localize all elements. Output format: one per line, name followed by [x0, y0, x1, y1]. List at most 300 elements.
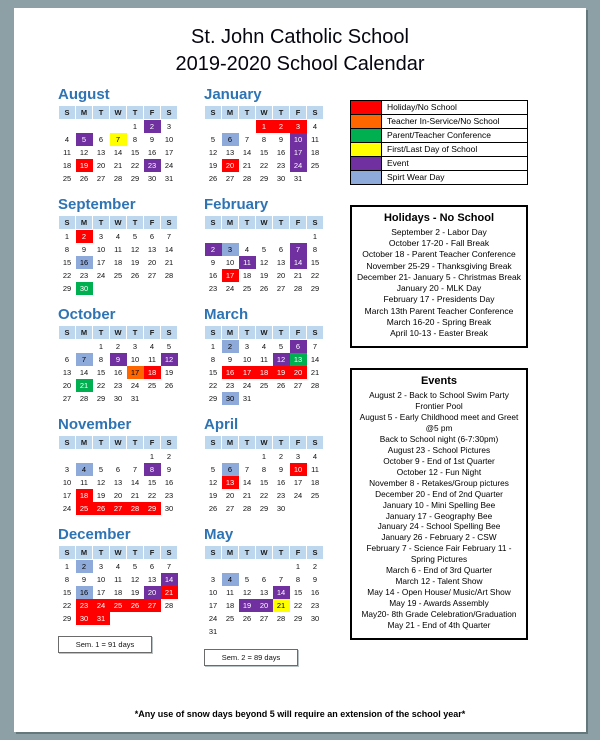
- day-cell: 6: [261, 575, 267, 584]
- day-cell: 3: [98, 562, 104, 571]
- day-cell: 15: [96, 368, 106, 377]
- day-cell: 13: [96, 148, 106, 157]
- day-cell: [222, 450, 239, 464]
- week-row: [59, 159, 178, 172]
- day-cell: 31: [130, 394, 140, 403]
- day-cell: 5: [132, 562, 138, 571]
- day-cell-periwinkle: 2: [76, 560, 93, 574]
- day-cell-periwinkle: 16: [76, 586, 93, 599]
- day-cell: [256, 230, 273, 244]
- day-cell: 28: [164, 601, 174, 610]
- day-cell: 3: [98, 232, 104, 241]
- day-cell-red: 25: [76, 502, 93, 515]
- month-grid: [204, 435, 324, 515]
- day-cell-purple: 8: [144, 463, 161, 476]
- day-cell-red: 20: [290, 366, 307, 379]
- day-cell: 21: [113, 161, 123, 170]
- holiday-line: February 17 - Presidents Day: [383, 294, 495, 305]
- day-cell: 11: [114, 575, 122, 584]
- weekday-header: F: [144, 546, 161, 560]
- day-cell: 28: [310, 381, 320, 390]
- week-row: [59, 573, 178, 586]
- day-cell: 15: [293, 588, 303, 597]
- month-grid: [204, 325, 324, 405]
- day-cell: 18: [242, 271, 252, 280]
- holidays-box-title: Holidays - No School: [383, 212, 494, 224]
- day-cell: 9: [149, 135, 155, 144]
- event-line: December 20 - End of 2nd Quarter: [375, 488, 503, 499]
- week-row: [205, 282, 324, 295]
- weekday-header-row: [59, 106, 178, 120]
- weekday-header: M: [222, 546, 239, 560]
- weekday-header-row: [205, 546, 324, 560]
- event-line: January 10 - Mini Spelling Bee: [382, 499, 496, 510]
- day-cell: 12: [208, 478, 218, 487]
- day-cell: [307, 625, 324, 638]
- day-cell: 15: [259, 478, 269, 487]
- day-cell: 28: [79, 394, 89, 403]
- legend-label: Holiday/No School: [387, 102, 457, 112]
- day-cell: 23: [276, 491, 286, 500]
- day-cell: [239, 120, 256, 134]
- day-cell: 15: [62, 258, 72, 267]
- day-cell-red: 25: [110, 599, 127, 612]
- day-cell: 16: [276, 478, 286, 487]
- school-name: St. John Catholic School: [191, 26, 409, 48]
- day-cell-periwinkle: 4: [222, 573, 239, 586]
- semester-2-days: Sem. 2 = 89 days: [204, 649, 298, 666]
- day-cell: 15: [310, 258, 320, 267]
- day-cell-red: 19: [76, 159, 93, 172]
- day-cell-periwinkle: 4: [76, 463, 93, 476]
- week-row: [205, 502, 324, 515]
- day-cell: 13: [62, 368, 72, 377]
- weekday-header: M: [76, 106, 93, 120]
- day-cell: [127, 450, 144, 464]
- weekday-header: W: [256, 436, 273, 450]
- day-cell: 12: [130, 575, 140, 584]
- day-cell: 8: [261, 465, 267, 474]
- weekday-header: T: [93, 436, 110, 450]
- holiday-line: December 21- January 5 - Christmas Break: [357, 271, 521, 282]
- day-cell: 24: [225, 284, 235, 293]
- day-cell-red: 28: [127, 502, 144, 515]
- day-cell: 8: [210, 355, 216, 364]
- day-cell: 22: [310, 271, 320, 280]
- day-cell: 7: [244, 135, 250, 144]
- day-cell: [239, 230, 256, 244]
- day-cell-red: 17: [222, 269, 239, 282]
- weekday-header-row: [59, 546, 178, 560]
- weekday-header: T: [273, 216, 290, 230]
- day-cell: 8: [64, 575, 70, 584]
- weekday-header: S: [307, 546, 324, 560]
- day-cell: 14: [79, 368, 89, 377]
- day-cell: [110, 450, 127, 464]
- week-row: [205, 573, 324, 586]
- week-row: [59, 489, 178, 502]
- day-cell: 14: [242, 148, 252, 157]
- weekday-header-row: [59, 436, 178, 450]
- day-cell: 22: [96, 381, 106, 390]
- day-cell: [273, 560, 290, 574]
- day-cell-yellow: 21: [273, 599, 290, 612]
- day-cell: [256, 560, 273, 574]
- day-cell: 26: [79, 174, 89, 183]
- weekday-header: S: [59, 216, 76, 230]
- day-cell-red: 21: [161, 586, 178, 599]
- day-cell-green: 30: [76, 282, 93, 295]
- day-cell: 2: [278, 452, 284, 461]
- orange-color-swatch: [351, 115, 382, 128]
- day-cell-red: 30: [76, 612, 93, 625]
- weekday-header: M: [222, 436, 239, 450]
- day-cell: 30: [113, 394, 123, 403]
- weekday-header: S: [205, 326, 222, 340]
- day-cell: 27: [225, 504, 235, 513]
- day-cell-purple: 24: [290, 159, 307, 172]
- day-cell: 24: [164, 161, 174, 170]
- weekday-header: S: [307, 436, 324, 450]
- day-cell-red: 26: [127, 599, 144, 612]
- legend-label: First/Last Day of School: [387, 144, 478, 154]
- day-cell: [161, 392, 178, 405]
- day-cell: [161, 282, 178, 295]
- day-cell: [59, 120, 76, 134]
- day-cell-red: 26: [93, 502, 110, 515]
- month-november: [58, 416, 180, 515]
- week-row: [59, 340, 178, 354]
- weekday-header: T: [273, 326, 290, 340]
- legend-row: [351, 129, 527, 143]
- day-cell: 14: [310, 355, 320, 364]
- day-cell: 20: [62, 381, 72, 390]
- weekday-header: M: [222, 216, 239, 230]
- weekday-header-row: [205, 436, 324, 450]
- day-cell: 4: [149, 342, 155, 351]
- day-cell: 4: [261, 342, 267, 351]
- weekday-header: W: [256, 106, 273, 120]
- day-cell: 31: [208, 627, 218, 636]
- month-august: [58, 86, 180, 185]
- day-cell: 9: [278, 135, 284, 144]
- weekday-header-row: [59, 326, 178, 340]
- day-cell: 22: [62, 271, 72, 280]
- month-title: January: [204, 86, 262, 103]
- weekday-header: S: [307, 216, 324, 230]
- day-cell: [222, 560, 239, 574]
- event-line: January 17 - Geography Bee: [385, 510, 493, 521]
- day-cell: 16: [164, 478, 174, 487]
- day-cell: 4: [312, 452, 318, 461]
- day-cell-red: 24: [93, 599, 110, 612]
- day-cell: [256, 625, 273, 638]
- day-cell: 1: [149, 452, 155, 461]
- day-cell: 25: [259, 381, 269, 390]
- day-cell-red: 18: [76, 489, 93, 502]
- day-cell: 1: [312, 232, 318, 241]
- day-cell: 13: [259, 588, 269, 597]
- weekday-header: F: [144, 436, 161, 450]
- day-cell: 17: [96, 588, 106, 597]
- day-cell: 8: [312, 245, 318, 254]
- weekday-header: W: [110, 436, 127, 450]
- week-row: [59, 366, 178, 379]
- month-title: September: [58, 196, 136, 213]
- day-cell: 15: [208, 368, 218, 377]
- day-cell: 25: [113, 271, 123, 280]
- week-row: [59, 502, 178, 515]
- day-cell: 5: [278, 342, 284, 351]
- day-cell: 18: [225, 601, 235, 610]
- day-cell: 16: [310, 588, 320, 597]
- day-cell: 1: [64, 232, 70, 241]
- months-column-left: [58, 86, 180, 666]
- day-cell: 10: [164, 135, 174, 144]
- weekday-header: M: [76, 546, 93, 560]
- day-cell-periwinkle: 2: [222, 340, 239, 354]
- day-cell: [59, 450, 76, 464]
- yellow-color-swatch: [351, 143, 382, 156]
- weekday-header: F: [290, 106, 307, 120]
- event-line: August 23 - School Pictures: [387, 444, 491, 455]
- day-cell: 11: [114, 245, 122, 254]
- day-cell: 13: [225, 148, 235, 157]
- day-cell: 21: [242, 161, 252, 170]
- legend-row: [351, 157, 527, 171]
- day-cell: 13: [147, 245, 157, 254]
- day-cell: 7: [278, 575, 284, 584]
- day-cell-purple: 10: [290, 133, 307, 146]
- weekday-header: S: [59, 436, 76, 450]
- weekday-header: T: [239, 106, 256, 120]
- holiday-line: March 16-20 - Spring Break: [386, 316, 492, 327]
- month-grid: [204, 215, 324, 295]
- event-line: May 14 - Open House/ Music/Art Show: [367, 587, 511, 598]
- holiday-line: April 10-13 - Easter Break: [390, 327, 488, 338]
- weekday-header: S: [205, 436, 222, 450]
- weekday-header: T: [239, 326, 256, 340]
- weekday-header: T: [127, 216, 144, 230]
- day-cell: [205, 230, 222, 244]
- week-row: [205, 586, 324, 599]
- day-cell: 8: [132, 135, 138, 144]
- weekday-header: S: [59, 106, 76, 120]
- day-cell: 10: [62, 478, 72, 487]
- day-cell: 15: [259, 148, 269, 157]
- day-cell: [307, 172, 324, 185]
- day-cell: 30: [310, 614, 320, 623]
- day-cell: 27: [147, 271, 157, 280]
- weekday-header: S: [161, 216, 178, 230]
- day-cell: 14: [164, 245, 174, 254]
- weekday-header: T: [127, 326, 144, 340]
- holiday-line: November 25-29 - Thanksgiving Break: [366, 260, 512, 271]
- day-cell: 2: [312, 562, 318, 571]
- day-cell: 30: [147, 174, 157, 183]
- day-cell: 5: [98, 465, 104, 474]
- day-cell: [93, 282, 110, 295]
- weekday-header: W: [256, 216, 273, 230]
- day-cell: 20: [225, 491, 235, 500]
- day-cell: 7: [244, 465, 250, 474]
- day-cell: 2: [115, 342, 121, 351]
- day-cell: 20: [113, 491, 123, 500]
- day-cell-purple: 2: [205, 243, 222, 256]
- week-row: [205, 463, 324, 476]
- month-april: [204, 416, 326, 515]
- day-cell: 26: [208, 504, 218, 513]
- day-cell: 9: [81, 245, 87, 254]
- day-cell: 22: [259, 491, 269, 500]
- month-october: [58, 306, 180, 405]
- day-cell-orange: 17: [127, 366, 144, 379]
- holiday-line: September 2 - Labor Day: [391, 227, 487, 237]
- day-cell: 29: [62, 614, 72, 623]
- event-line: October 9 - End of 1st Quarter: [383, 455, 495, 466]
- event-line: March 12 - Talent Show: [395, 576, 483, 587]
- weekday-header-row: [205, 326, 324, 340]
- event-line: January 24 - School Spelling Bee: [377, 521, 501, 532]
- day-cell: 20: [147, 258, 157, 267]
- day-cell: [205, 560, 222, 574]
- day-cell-purple: 14: [273, 586, 290, 599]
- weekday-header: T: [239, 216, 256, 230]
- day-cell: 26: [208, 174, 218, 183]
- day-cell-periwinkle: 7: [76, 353, 93, 366]
- day-cell: 1: [98, 342, 104, 351]
- day-cell: 15: [130, 148, 140, 157]
- day-cell: 29: [259, 174, 269, 183]
- week-row: [205, 133, 324, 146]
- day-cell: [110, 282, 127, 295]
- week-row: [59, 379, 178, 392]
- legend-row: [351, 115, 527, 129]
- week-row: [205, 120, 324, 134]
- day-cell: 22: [208, 381, 218, 390]
- weekday-header: W: [256, 546, 273, 560]
- weekday-header: T: [273, 106, 290, 120]
- day-cell: 9: [166, 465, 172, 474]
- day-cell: 21: [310, 368, 320, 377]
- day-cell: [273, 625, 290, 638]
- day-cell: 19: [259, 271, 269, 280]
- month-march: [204, 306, 326, 405]
- month-grid: [58, 545, 178, 625]
- week-row: [59, 243, 178, 256]
- legend-label: Teacher In-Service/No School: [387, 116, 500, 126]
- weekday-header: T: [93, 216, 110, 230]
- day-cell: 3: [132, 342, 138, 351]
- day-cell: 17: [62, 491, 72, 500]
- day-cell: 25: [310, 491, 320, 500]
- legend-row: [351, 143, 527, 157]
- day-cell: 31: [293, 174, 303, 183]
- day-cell: 23: [208, 284, 218, 293]
- legend-label: Event: [387, 158, 409, 168]
- weekday-header: T: [127, 436, 144, 450]
- week-row: [59, 392, 178, 405]
- day-cell: 21: [293, 271, 303, 280]
- green-color-swatch: [351, 129, 382, 142]
- day-cell: [307, 502, 324, 515]
- weekday-header: S: [307, 326, 324, 340]
- day-cell-red: 27: [144, 599, 161, 612]
- day-cell: 15: [147, 478, 157, 487]
- week-row: [205, 476, 324, 489]
- day-cell-red: 1: [256, 120, 273, 134]
- day-cell: 16: [276, 148, 286, 157]
- events-box: [350, 368, 528, 640]
- weekday-header: T: [273, 546, 290, 560]
- day-cell: 3: [244, 342, 250, 351]
- week-row: [205, 366, 324, 379]
- day-cell: 24: [208, 614, 218, 623]
- day-cell: [290, 230, 307, 244]
- day-cell: 7: [132, 465, 138, 474]
- day-cell: [76, 120, 93, 134]
- day-cell: 28: [242, 504, 252, 513]
- month-title: March: [204, 306, 249, 323]
- weekday-header: W: [110, 216, 127, 230]
- weekday-header: W: [256, 326, 273, 340]
- day-cell: 8: [98, 355, 104, 364]
- day-cell: [93, 450, 110, 464]
- day-cell: 8: [261, 135, 267, 144]
- content-area: [14, 86, 586, 666]
- day-cell: 26: [130, 271, 140, 280]
- day-cell-red: 23: [76, 599, 93, 612]
- week-row: [59, 230, 178, 244]
- day-cell-purple: 14: [290, 256, 307, 269]
- event-line: March 6 - End of 3rd Quarter: [385, 565, 493, 576]
- day-cell: 3: [295, 452, 301, 461]
- day-cell: [110, 612, 127, 625]
- day-cell: 7: [166, 562, 172, 571]
- day-cell: 24: [242, 381, 252, 390]
- week-row: [59, 120, 178, 134]
- day-cell: 23: [79, 271, 89, 280]
- day-cell: 23: [225, 381, 235, 390]
- day-cell: 12: [79, 148, 89, 157]
- weekday-header: S: [161, 546, 178, 560]
- event-line: August 2 - Back to School Swim Party Frontier Pool: [369, 390, 509, 412]
- day-cell: 3: [166, 122, 172, 131]
- week-row: [205, 450, 324, 464]
- day-cell: [76, 340, 93, 354]
- day-cell: 18: [310, 148, 320, 157]
- day-cell: 21: [242, 491, 252, 500]
- day-cell: 12: [242, 588, 252, 597]
- week-row: [59, 133, 178, 146]
- day-cell: 29: [310, 284, 320, 293]
- day-cell: 4: [312, 122, 318, 131]
- day-cell-purple: 9: [110, 353, 127, 366]
- day-cell: 10: [96, 575, 106, 584]
- day-cell-periwinkle: 16: [76, 256, 93, 269]
- day-cell: 22: [293, 601, 303, 610]
- day-cell: 6: [278, 245, 284, 254]
- day-cell-purple: 12: [161, 353, 178, 366]
- holiday-line: October 17-20 - Fall Break: [388, 238, 490, 249]
- week-row: [205, 172, 324, 185]
- day-cell: 11: [226, 588, 234, 597]
- day-cell: [161, 612, 178, 625]
- day-cell: 11: [63, 148, 71, 157]
- day-cell: 6: [115, 465, 121, 474]
- day-cell-purple: 23: [144, 159, 161, 172]
- day-cell: 4: [115, 562, 121, 571]
